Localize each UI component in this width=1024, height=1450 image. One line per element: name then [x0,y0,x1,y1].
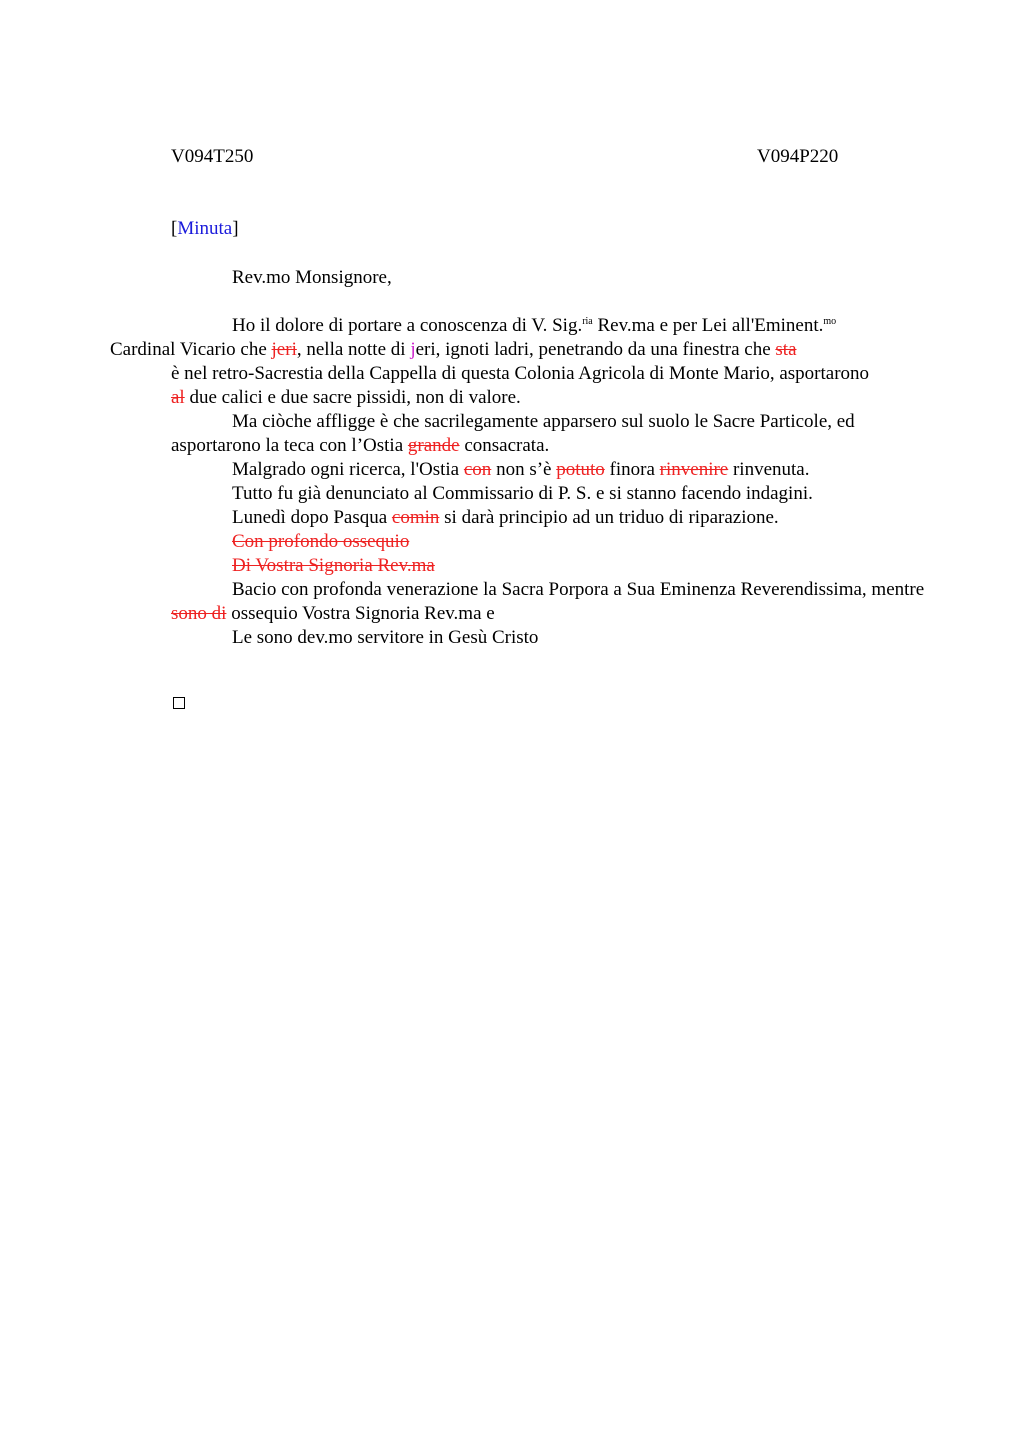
deleted-text: con [463,459,492,480]
document-code-left: V094T250 [171,146,254,167]
paragraph-8 [171,578,931,626]
inserted-text: j [410,339,416,360]
superscript: mo [823,316,837,327]
text-run: Ho il dolore di portare a conoscenza di V. Sig. [232,315,583,336]
draft-label [171,218,239,240]
deleted-text: grande [407,435,460,456]
bracket-close: ] [232,218,239,239]
paragraph-2 [171,410,931,458]
deleted-text: rinvenire [659,459,729,480]
document-code-right: V094P220 [757,146,839,167]
text-run: due calici e due sacre pissidi, non di valore. [184,387,521,408]
text-run: ossequio Vostra Signoria Rev.ma e [226,603,495,624]
text-run: Malgrado ogni ricerca, l'Ostia [232,459,464,480]
text-run: consacrata. [459,435,550,456]
deleted-text: sono di [171,603,227,624]
paragraph-5 [171,506,931,530]
deleted-text: sta [775,339,797,360]
superscript: ria [582,316,593,327]
deleted-text: al [171,387,185,408]
text-run: Rev.ma e per Lei all'Eminent. [592,315,824,336]
paragraph-1 [110,314,931,362]
text-run: si darà principio ad un triduo di riparazione. [439,507,779,528]
bracket-open: [ [171,218,178,239]
draft-label-text: Minuta [177,218,233,239]
text-run: eri, ignoti ladri, penetrando da una finestra che [415,339,776,360]
text-run: rinvenuta. [728,459,810,480]
deleted-text: Di Vostra Signoria Rev.ma [232,555,435,576]
text-run: non s’è [491,459,557,480]
checkbox-square-icon [173,697,185,709]
text-run: Lunedì dopo Pasqua [232,507,392,528]
deleted-text: potuto [556,459,605,480]
paragraph-7 [171,554,931,578]
paragraph-3 [171,458,931,482]
text-run: Cardinal Vicario che [110,339,272,360]
text-run: , nella notte di [296,339,411,360]
paragraph-1-cont [171,362,931,410]
deleted-text: Con profondo ossequio [232,531,410,552]
paragraph-6 [171,530,931,554]
deleted-text: comin [391,507,440,528]
letter-body [110,266,931,650]
text-run: Ma ciòche affligge è che sacrilegamente apparsero sul suolo le Sacre Particole, ed asportarono la teca con l’Ostia [171,411,855,456]
closing: Le sono dev.mo servitore in Gesù Cristo [232,627,539,648]
text-run: è nel retro-Sacrestia della Cappella di questa Colonia Agricola di Monte Mario, asportarono [171,363,870,384]
text-run: finora [604,459,660,480]
paragraph-4: Tutto fu già denunciato al Commissario di P. S. e si stanno facendo indagini. [232,483,813,504]
text-run: Bacio con profonda venerazione la Sacra Porpora a Sua Eminenza Reverendissima, mentre [232,579,925,600]
deleted-text: jeri [271,339,297,360]
salutation: Rev.mo Monsignore, [232,267,392,288]
